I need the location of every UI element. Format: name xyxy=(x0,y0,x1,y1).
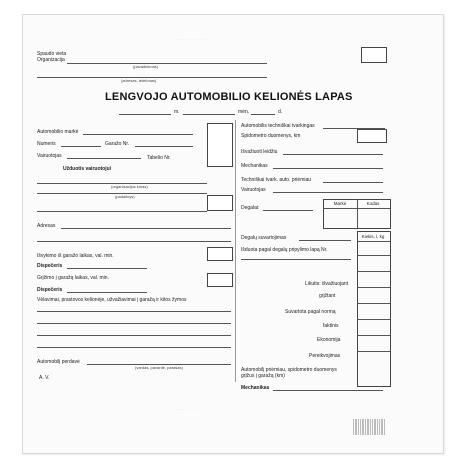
page-title: LENGVOJO AUTOMOBILIO KELIONĖS LAPAS xyxy=(105,91,353,103)
issued-label-1: Išduota pagal degalų pripylimo lapą Nr. xyxy=(241,247,328,253)
mechanic-label-2: Mechanikas xyxy=(241,385,270,391)
mechanic-line-2[interactable] xyxy=(273,390,383,391)
delays-line-3[interactable] xyxy=(37,335,231,336)
stamp-place-label: Spaudo vieta xyxy=(37,51,67,57)
subdiv-caption: (padalinys) xyxy=(115,194,135,199)
av-label: A. V. xyxy=(39,375,50,381)
handed-over-label: Automobilį perdavė xyxy=(37,359,80,365)
released-label: Išvažiuoti leidžiu xyxy=(241,149,278,155)
economy-label: Ekonomija xyxy=(317,337,341,343)
odometer-box[interactable] xyxy=(357,129,387,143)
car-received-cell[interactable] xyxy=(358,367,389,385)
year-line[interactable] xyxy=(119,114,171,115)
delays-line-2[interactable] xyxy=(37,323,231,324)
fuel-make-cell[interactable] xyxy=(324,209,357,227)
norm-label: Suvartota pagal normą xyxy=(285,309,336,315)
fuel-code-cell[interactable] xyxy=(358,209,389,227)
number-line[interactable] xyxy=(61,146,101,147)
sign-caption: (vardas, pavardė, parašas) xyxy=(135,365,183,370)
qty-row-line xyxy=(357,271,390,272)
driver-label: Vairuotojas xyxy=(37,153,62,159)
day-label: d. xyxy=(278,109,283,115)
address-caption: (adresas, telefonas) xyxy=(121,78,157,83)
garage-no-label: Garažo Nr. xyxy=(105,141,130,147)
qty-row-line xyxy=(357,287,390,288)
fuel-header-make: Markė xyxy=(333,201,347,206)
driver2-line[interactable] xyxy=(273,192,383,193)
month-label: mėn. xyxy=(238,109,250,115)
released-line[interactable] xyxy=(283,154,383,155)
task-title: Užduotis vairuotojui xyxy=(63,166,112,172)
month-line[interactable] xyxy=(183,114,235,115)
dispatcher-label-2: Dispečeris xyxy=(37,287,63,293)
qty-row-line xyxy=(357,335,390,336)
delays-line-1[interactable] xyxy=(37,311,231,312)
bleed-through-text: · · · · · · · · · · · · · · xyxy=(173,37,207,42)
dispatcher-line-2[interactable] xyxy=(67,292,147,293)
tech-ok-label: Automobilis techniškai tvarkingas xyxy=(241,123,315,129)
task-code-box[interactable] xyxy=(207,195,233,211)
number-label: Numeris xyxy=(37,141,56,147)
return-garage-box[interactable] xyxy=(207,273,233,287)
serial-number-box[interactable] xyxy=(361,47,387,63)
qty-row-line xyxy=(357,319,390,320)
garage-no-line[interactable] xyxy=(135,146,193,147)
address-field-line[interactable] xyxy=(61,228,231,229)
remain-out-label: Likutis: išvažiuojant xyxy=(305,281,349,287)
fuel-header-code: Kodas xyxy=(366,201,380,206)
fuel-line[interactable] xyxy=(263,210,313,211)
address-field-label: Adresas xyxy=(37,223,56,229)
dispatcher-label-1: Dispečeris xyxy=(37,263,63,269)
mechanic-line-1[interactable] xyxy=(273,168,383,169)
qty-row-line xyxy=(357,255,390,256)
driver2-label: Vairuotojas xyxy=(241,187,266,193)
barcode-icon xyxy=(353,419,385,435)
travel-sheet-form xyxy=(22,14,444,454)
fuel-use-line[interactable] xyxy=(299,240,351,241)
fuel-use-label: Degalų suvartojimas xyxy=(241,235,287,241)
qty-row-line xyxy=(357,303,390,304)
address-field-line-2[interactable] xyxy=(37,241,231,242)
org-caption: (organizacijos kmas) xyxy=(111,184,148,189)
car-received-label: Automobilį priėmiau, spidometro duomenys grįžus į garažą (km) xyxy=(241,367,337,379)
organization-label: Organizacija xyxy=(37,57,65,63)
organization-line[interactable] xyxy=(67,63,267,64)
fuel-label: Degalai: xyxy=(241,205,260,211)
qty-row-line xyxy=(357,241,390,242)
delays-label: Vėlavimai, prastovos kelionėje, užvažiavimai į garažą ir kitos žymos xyxy=(37,297,187,303)
tabel-no-label: Tabelio Nr. xyxy=(147,155,171,161)
year-label: m. xyxy=(174,109,180,115)
overuse-label: Pereikvojimas xyxy=(309,353,341,359)
day-line[interactable] xyxy=(251,114,275,115)
issued-line[interactable] xyxy=(241,259,351,260)
car-make-label: Automobilio markė xyxy=(37,129,79,135)
mechanic-label-1: Mechanikas xyxy=(241,163,268,169)
qty-header: Kiekis, l, kg xyxy=(361,234,385,239)
qty-row-line xyxy=(357,351,390,352)
left-garage-label: Išvykimo iš garažo laikas, val. min. xyxy=(37,253,114,259)
remain-back-label: grįžtant xyxy=(319,293,336,299)
column-divider xyxy=(235,120,236,382)
left-garage-box[interactable] xyxy=(207,247,233,261)
delays-line-4[interactable] xyxy=(37,347,231,348)
left-stamp-box[interactable] xyxy=(207,123,233,167)
return-garage-label: Grįžimo į garažą laikas, val. min. xyxy=(37,275,109,281)
task-line[interactable] xyxy=(37,211,207,212)
car-make-line[interactable] xyxy=(83,134,193,135)
bleed-through-text: · · · · · · · · · · · xyxy=(173,407,199,412)
name-caption: (pavadinimas) xyxy=(133,64,159,69)
tech-accepted-label: Techniškai tvark. auto. priėmiau xyxy=(241,177,312,183)
actual-label: faktinis xyxy=(323,323,339,329)
odometer-label: Spidometro duomenys, km xyxy=(241,133,301,139)
tech-accepted-line[interactable] xyxy=(323,182,383,183)
dispatcher-line-1[interactable] xyxy=(67,268,147,269)
driver-line[interactable] xyxy=(67,158,141,159)
